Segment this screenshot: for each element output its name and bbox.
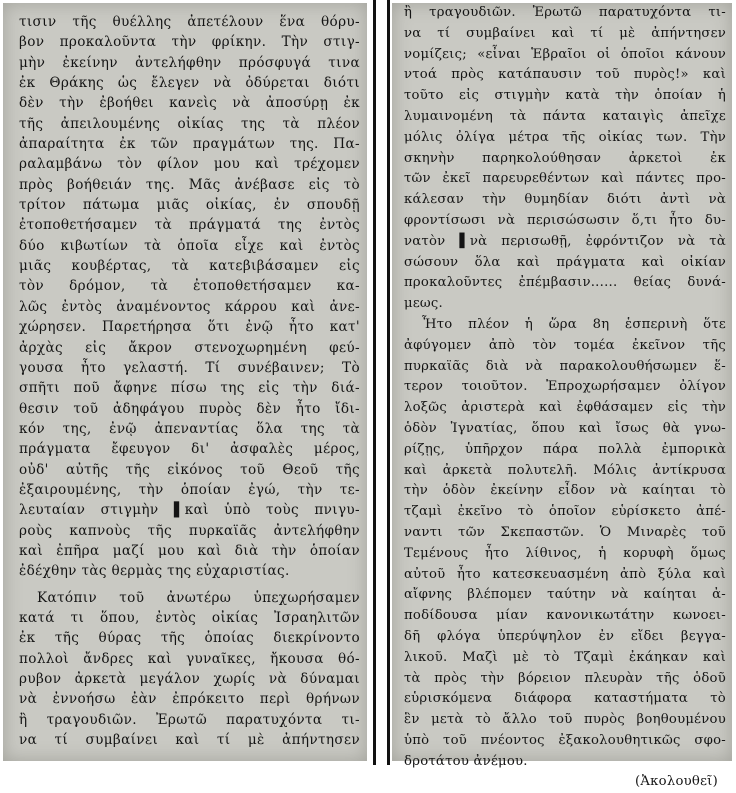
text-line: θεσιν τοῦ ἀδηφάγου πυρὸς δὲν ἦτο ἴδι-: [19, 400, 360, 417]
right-paragraph-1: [404, 3, 726, 315]
text-line: πρὸς βοήθειάν της. Μᾶς ἀνέβασε εἰς τὸ: [19, 176, 360, 193]
text-line: ἀπαραίτητα ἐκ τῶν πραγμάτων της. Πα-: [19, 136, 360, 153]
text-line: τὰ πρὸς τὴν βόρειον πλευρὰν τῆς ὁδοῦ: [404, 670, 726, 686]
text-line: ἀφύγομεν ἀπὸ τὸν τομέα ἐκεῖνον τῆς: [404, 337, 726, 353]
text-line: νὰ ἐννοήσω ἐὰν ἐπρόκειτο περὶ θρήνων: [19, 691, 360, 708]
continued-note: (Ἀκολουθεῖ): [634, 774, 718, 790]
text-line: αἴφνης βλέπομεν ταύτην νὰ καίηται ἀ-: [404, 587, 726, 603]
column-divider-right: [387, 0, 390, 765]
text-line: ἐδέχθην τὰς θερμὰς της εὐχαριστίας.: [19, 563, 290, 580]
text-line: καὶ ἀρκετὰ πολυτελῆ. Μόλις ἀντίκρυσα: [404, 462, 726, 478]
text-line: δύο κιβωτίων τὰ ὁποῖα εἶχε καὶ ἐντὸς: [19, 237, 360, 254]
right-paragraph-2: [404, 315, 726, 773]
text-line: ροὺς καπνοὺς τῆς πυρκαϊᾶς ἀντελήφθην: [19, 522, 360, 539]
text-line: τερον τοιοῦτον. Ἐπροχωρήσαμεν ὀλίγον: [404, 379, 726, 395]
text-line: κατά τι ὅπου, ἐντὸς οἰκίας Ἰσραηλιτῶν: [19, 609, 360, 626]
left-text-column: [3, 3, 367, 761]
right-text-column: [392, 3, 732, 790]
text-line: Τεμένους ἦτο λίθινος, ἡ κορυφὴ ὅμως: [404, 545, 726, 561]
text-line: σκηνὴν παρηκολούθησαν ἀρκετοὶ ἐκ: [404, 150, 726, 166]
text-line: λικοῦ. Μαζὶ μὲ τὸ Τζαμὶ ἐκάηκαν καὶ: [404, 649, 726, 665]
text-line: χώρησεν. Παρετήρησα ὅτι ἐνῷ ἦτο κατ': [19, 319, 360, 336]
text-line: ἐτοποθετήσαμεν τὰ πράγματά της ἐντὸς: [19, 217, 360, 234]
text-line: να τί συμβαίνει καὶ τί μὲ ἀπήντησεν: [19, 732, 360, 749]
text-line: τζαμὶ ἐκεῖνο τὸ ὁποῖον εὑρίσκετο ἀπέ-: [404, 504, 726, 520]
text-line: ἓν μετὰ τὸ ἄλλο τοῦ πυρὸς βοηθουμένου: [404, 712, 726, 728]
text-line: πυρκαϊᾶς διὰ νὰ παρακολουθήσωμεν ἕ-: [404, 358, 726, 374]
text-line: τισιν τῆς θυέλλης ἀπετέλουν ἕνα θόρυ-: [19, 14, 360, 30]
text-line: να τί συμβαίνει καὶ τί μὲ ἀπήντησεν: [404, 25, 726, 41]
text-line: λυμαινομένη τὰ πάντα καταιγὶς ἀπεῖχε: [404, 108, 726, 124]
text-line: σώσουν ὅλα καὶ πράγματα καὶ οἰκίαν: [404, 254, 726, 270]
column-divider-left: [373, 0, 376, 765]
text-line: ὑπὸ τοῦ πνέοντος ἐξακολουθητικῶς σφο-: [404, 732, 726, 748]
text-line: τῶν ἐκεῖ παρευρεθέντων καὶ πάντες προ-: [404, 171, 726, 187]
text-line: ἐκ τῆς θύρας τῆς ὁποίας διεκρίνοντο: [19, 630, 360, 647]
text-line: τὸν δρόμον, τὰ ἐτοποθετήσαμεν κα-: [19, 278, 360, 295]
text-line: ἢ τραγουδιῶν. Ἐρωτῶ παρατυχόντα τι-: [19, 711, 360, 728]
text-line: δῆ φλόγα ὑπερύψηλον ἐν εἴδει βεγγα-: [404, 628, 726, 644]
text-line: πολλοὶ ἄνδρες καὶ γυναῖκες, ἤκουσα θό-: [19, 650, 360, 667]
text-line: ρίζῃς, ὑπῆρχον πάρα πολλὰ ἐμπορικὰ: [404, 441, 726, 457]
text-line: μὴν ἐκείνην ἀντελήφθην πρόσφυγά τινα: [19, 54, 360, 71]
text-line: νατὸν ▌νὰ περισωθῇ, ἐφρόντιζον νὰ τὰ: [404, 233, 726, 249]
text-line: πράγματα ἔφευγον δι' ἀσφαλὲς μέρος,: [19, 441, 360, 458]
text-line: τὴν ὁδὸν ἐκείνην εἶδον νὰ καίηται τὸ: [404, 483, 726, 499]
text-line: ντοά πρὸς κατάπαυσιν τοῦ πυρὸς!» καὶ: [404, 67, 726, 83]
text-line: ἐξαιρουμένης, τὴν ὁποίαν ἐγώ, τὴν τε-: [19, 481, 360, 498]
text-line: γουσα ἦτο γελαστή. Τί συνέβαινεν; Τὸ: [19, 359, 360, 376]
text-line: ραλαμβάνω τὸν φίλον μου καὶ τρέχομεν: [19, 156, 360, 173]
text-line: Ἦτο πλέον ἡ ὥρα 8η ἑσπερινὴ ὅτε: [422, 316, 726, 332]
text-line: προκαλοῦντες ἐπέμβασιν...... θείας δυνά-: [404, 275, 726, 291]
text-line: σπῆτι ποῦ ἄφηνε πίσω της εἰς τὴν διά-: [19, 380, 360, 397]
text-line: τοῦτο εἰς στιγμὴν κατὰ τὴν ὁποίαν ἡ: [404, 88, 726, 104]
left-paragraph-2: [19, 588, 360, 751]
text-line: καὶ ἐπῆρα μαζί μου καὶ διὰ τὴν ὁποίαν: [19, 542, 360, 559]
text-line: λοξῶς ἀριστερὰ καὶ ἐφθάσαμεν εἰς τὴν: [404, 400, 726, 416]
text-line: νομίζεις; «εἶναι Ἑβραῖοι οἱ ὁποῖοι κάνουν: [404, 46, 726, 62]
text-line: εὑρισκόμενα διάφορα καταστήματα τὸ: [404, 691, 726, 707]
text-line: ρυβον ἀρκετὰ μεγάλον χωρίς νὰ δύναμαι: [19, 671, 360, 687]
text-line: μιᾶς κουβέρτας, τὰ κατεβιβάσαμεν εἰς: [19, 258, 360, 275]
text-line: κόν της, ἐνῷ ἀπεναντίας ὅλα της τὰ: [19, 420, 360, 437]
text-line: ὁδὸν Ἰγνατίας, ὅπου καὶ ἴσως θὰ γνω-: [404, 420, 726, 436]
text-line: δροτάτου ἀνέμου.: [404, 753, 528, 769]
text-line: ἀρχὰς εἰς ἄκρον στενοχωρημένη φεύ-: [19, 339, 360, 356]
text-line: κάλεσαν τὴν θυμηδίαν διότι ἀντὶ νὰ: [404, 192, 726, 208]
text-line: οὐδ' αὐτῆς τῆς εἰκόνος τοῦ Θεοῦ τῆς: [19, 461, 360, 478]
text-line: αὐτοῦ ἦτο κατεσκευασμένη ἀπὸ ξύλα καὶ: [404, 566, 726, 582]
left-paragraph-1: [19, 12, 360, 582]
text-line: μεως.: [404, 296, 443, 312]
text-line: φροντίσωσι νὰ περισώσωσιν ὅ,τι ἦτο δυ-: [404, 212, 726, 228]
text-line: μόλις ὀλίγα μέτρα τῆς οἰκίας των. Τὴν: [404, 129, 726, 145]
text-line: λευταίαν στιγμὴν ▌καὶ ὑπὸ τοὺς πνιγυ-: [19, 502, 360, 519]
text-line: δὲν τὴν ἐβοήθει κανεὶς νὰ ἀποσύρῃ ἐκ: [19, 95, 360, 112]
text-line: ἐκ Θράκης ὡς ἔλεγεν νὰ ὀδύρεται διότι: [19, 75, 360, 92]
text-line: τρίτον πάτωμα μιᾶς οἰκίας, ἐν σπουδῇ: [19, 197, 360, 214]
text-line: ἢ τραγουδιῶν. Ἐρωτῶ παρατυχόντα τι-: [404, 5, 726, 20]
text-line: ποδίδουσα μίαν κανονικωτάτην κωνοει-: [404, 608, 726, 624]
text-line: λῶς ἐντὸς ἀναμένοντος κάρρου καὶ ἀνε-: [19, 298, 360, 315]
text-line: ναντι τῶν Σκεπαστῶν. Ὁ Μιναρὲς τοῦ: [404, 524, 726, 540]
text-line: βον προκαλοῦντα τὴν φρίκην. Τὴν στιγ-: [19, 34, 360, 51]
text-line: τῆς ἀπειλουμένης οἰκίας της τὰ πλέον: [19, 115, 360, 132]
text-line: Κατόπιν τοῦ ἀνωτέρω ὑπεχωρήσαμεν: [37, 589, 360, 606]
